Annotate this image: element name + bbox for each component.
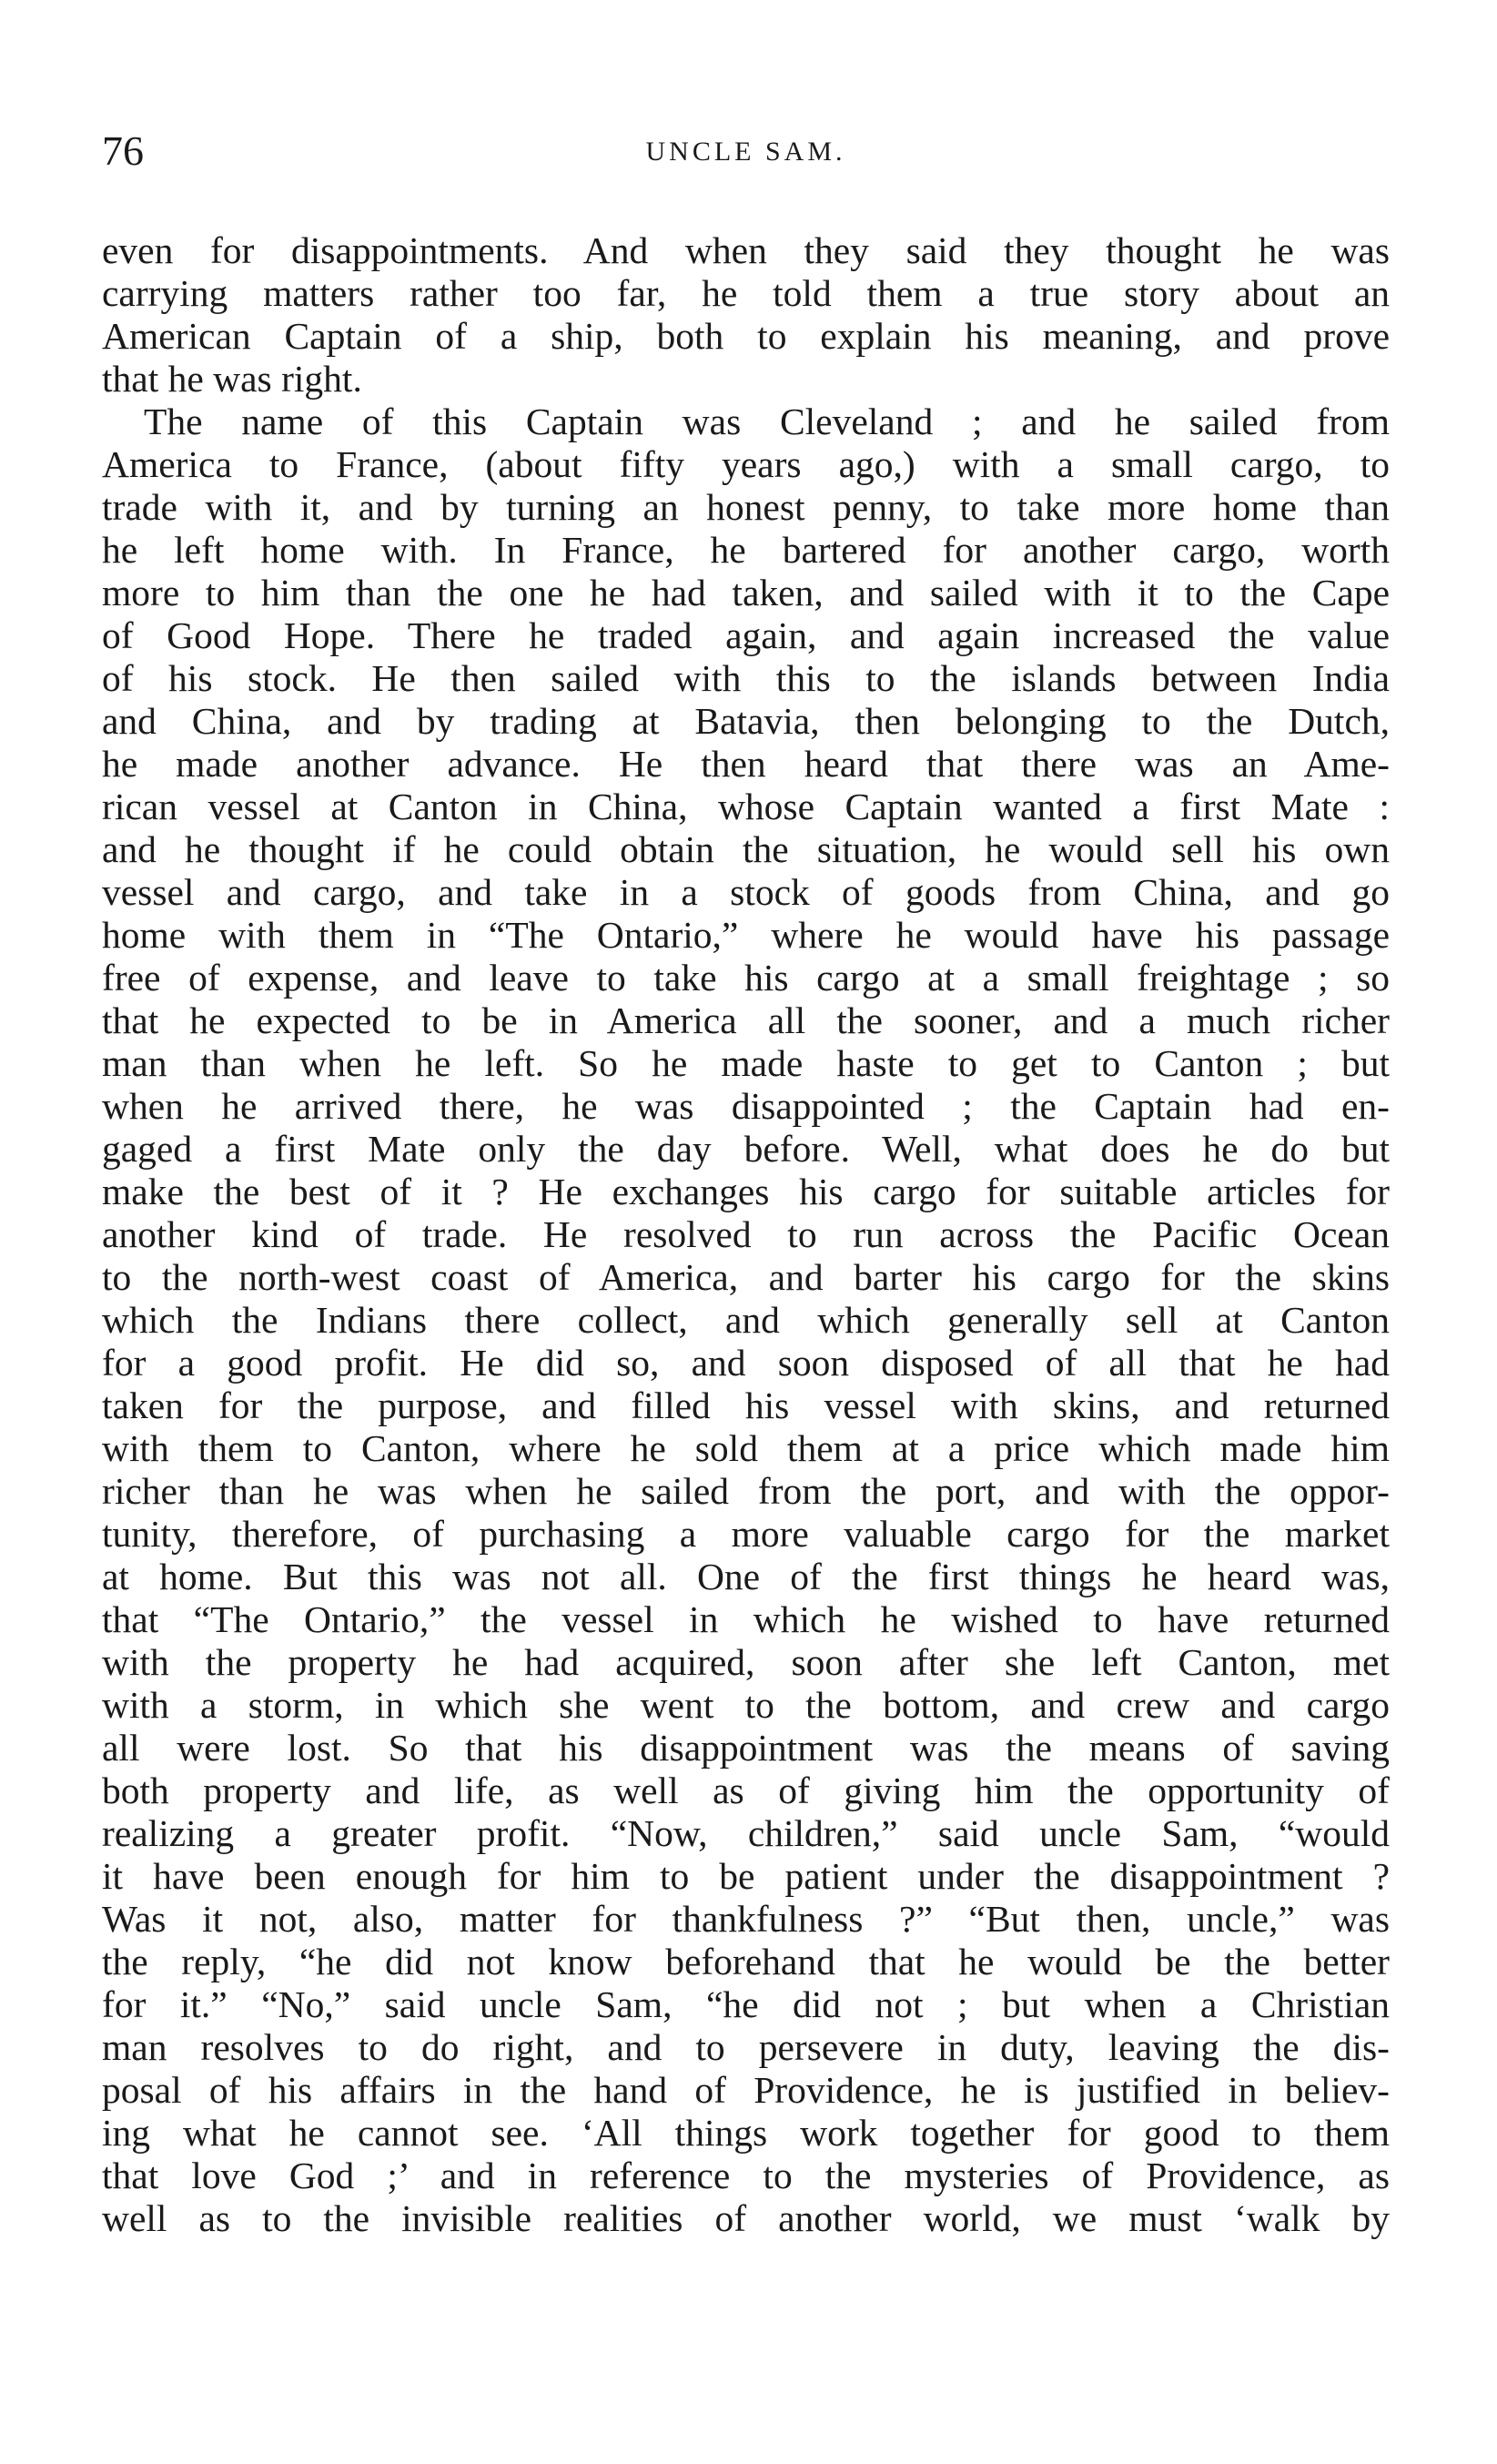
running-title: UNCLE SAM. [645,137,846,167]
text-line: man than when he left. So he made haste to get to Canton ; but [102,1042,1390,1084]
text-line: posal of his affairs in the hand of Providence, he is justified in believ- [102,2069,1390,2111]
text-line: ing what he cannot see. ‘All things work together for good to them [102,2112,1390,2154]
text-line: the reply, “he did not know beforehand that he would be the better [102,1941,1390,1982]
text-line: which the Indians there collect, and which generally sell at Canton [102,1299,1390,1341]
text-line: that he expected to be in America all the sooner, and a much richer [102,999,1390,1041]
text-line: carrying matters rather too far, he told them a true story about an [102,272,1390,314]
text-line: tunity, therefore, of purchasing a more valuable cargo for the market [102,1513,1390,1555]
running-head [102,127,1390,182]
text-line: with them to Canton, where he sold them at a price which made him [102,1427,1390,1469]
text-line: it have been enough for him to be patient under the disappointment ? [102,1855,1390,1897]
text-line: with the property he had acquired, soon after she left Canton, met [102,1641,1390,1683]
text-line: taken for the purpose, and filled his vessel with skins, and returned [102,1384,1390,1426]
text-line: with a storm, in which she went to the bottom, and crew and cargo [102,1684,1390,1726]
text-line: Was it not, also, matter for thankfulness ?” “But then, uncle,” was [102,1898,1390,1940]
text-line: for it.” “No,” said uncle Sam, “he did not ; but when a Christian [102,1983,1390,2025]
text-line: home with them in “The Ontario,” where he would have his passage [102,914,1390,956]
text-line: and he thought if he could obtain the situation, he would sell his own [102,828,1390,870]
text-line: to the north-west coast of America, and barter his cargo for the skins [102,1256,1390,1298]
text-line: and China, and by trading at Batavia, then belonging to the Dutch, [102,700,1390,742]
text-line: rican vessel at Canton in China, whose Captain wanted a first Mate : [102,786,1390,827]
text-line: even for disappointments. And when they said they thought he was [102,229,1390,271]
text-line: all were lost. So that his disappointment was the means of saving [102,1727,1390,1769]
text-line: another kind of trade. He resolved to run across the Pacific Ocean [102,1213,1390,1255]
text-line: American Captain of a ship, both to explain his meaning, and prove [102,315,1390,357]
text-line: that “The Ontario,” the vessel in which he wished to have returned [102,1598,1390,1640]
text-line: he made another advance. He then heard that there was an Ame- [102,743,1390,785]
text-line: trade with it, and by turning an honest penny, to take more home than [102,486,1390,528]
text-line: gaged a first Mate only the day before. Well, what does he do but [102,1128,1390,1170]
text-line: of his stock. He then sailed with this to the islands between India [102,657,1390,699]
text-line: at home. But this was not all. One of the first things he heard was, [102,1556,1390,1597]
text-line: of Good Hope. There he traded again, and again increased the value [102,614,1390,656]
page-number: 76 [102,127,144,174]
text-line: America to France, (about fifty years ago,) with a small cargo, to [102,443,1390,485]
text-line: he left home with. In France, he bartered for another cargo, worth [102,529,1390,571]
text-line: vessel and cargo, and take in a stock of goods from China, and go [102,871,1390,913]
body-text [102,229,1390,2240]
text-line: make the best of it ? He exchanges his cargo for suitable articles for [102,1171,1390,1212]
text-line: well as to the invisible realities of another world, we must ‘walk by [102,2197,1390,2239]
text-line: when he arrived there, he was disappointed ; the Captain had en- [102,1085,1390,1127]
text-line: richer than he was when he sailed from the port, and with the oppor- [102,1470,1390,1512]
text-line: The name of this Captain was Cleveland ; and he sailed from [144,401,1390,442]
text-line: both property and life, as well as of giving him the opportunity of [102,1769,1390,1811]
text-line: that he was right. [102,358,362,400]
text-line: that love God ;’ and in reference to the mysteries of Providence, as [102,2155,1390,2196]
text-line: for a good profit. He did so, and soon disposed of all that he had [102,1342,1390,1384]
text-line: man resolves to do right, and to persevere in duty, leaving the dis- [102,2026,1390,2068]
text-line: realizing a greater profit. “Now, children,” said uncle Sam, “would [102,1812,1390,1854]
text-line: more to him than the one he had taken, and sailed with it to the Cape [102,572,1390,613]
text-line: free of expense, and leave to take his cargo at a small freightage ; so [102,957,1390,999]
